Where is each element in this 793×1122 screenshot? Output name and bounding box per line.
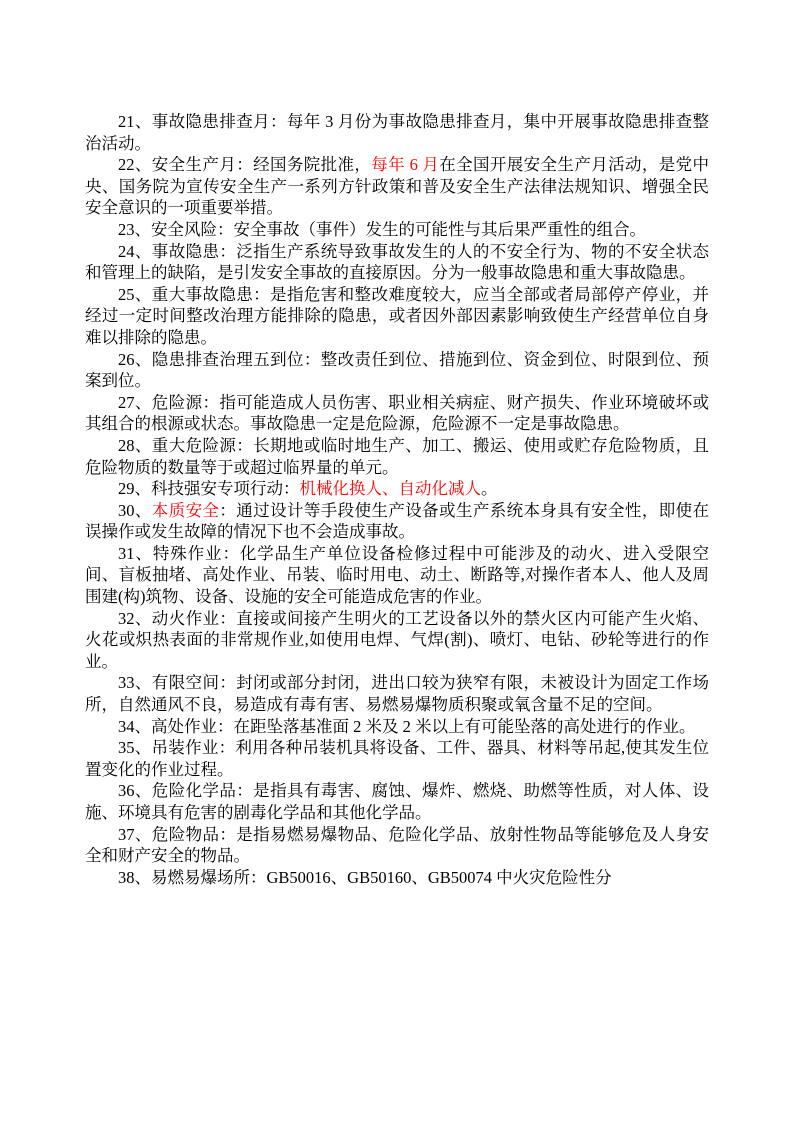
text-segment: 26、隐患排查治理五到位：整改责任到位、措施到位、资金到位、时限到位、预案到位。	[85, 349, 709, 391]
text-segment: 21、事故隐患排查月：每年 3 月份为事故隐患排查月，集中开展事故隐患排查整治活动。	[85, 112, 709, 153]
text-segment: 。	[481, 479, 498, 499]
glossary-paragraph	[85, 478, 709, 500]
glossary-paragraph	[85, 435, 709, 478]
highlighted-text: 本质安全	[151, 500, 220, 520]
text-segment: 35、吊装作业：利用各种吊装机具将设备、工件、器具、材料等吊起,使其发生位置变化的作业过程。	[85, 738, 709, 779]
text-segment: 33、有限空间：封闭或部分封闭，进出口较为狭窄有限，未被设计为固定工作场所，自然通风不良，易造成有毒有害、易燃易爆物质积聚或氧含量不足的空间。	[85, 673, 709, 715]
glossary-paragraph	[85, 672, 709, 715]
highlighted-text: 每年 6 月	[371, 155, 440, 175]
glossary-paragraph	[85, 349, 709, 392]
glossary-paragraph	[85, 241, 709, 284]
document-body	[85, 111, 709, 888]
glossary-paragraph	[85, 154, 709, 219]
text-segment: ：通过设计等手段使生产设备或生产系统本身具有安全性，即使在误操作或发生故障的情况下也不会造成事故。	[85, 500, 710, 542]
glossary-paragraph	[85, 500, 709, 543]
glossary-paragraph	[85, 608, 709, 673]
glossary-paragraph	[85, 219, 709, 241]
text-segment: 30、	[118, 500, 152, 520]
text-segment: 38、易燃易爆场所：GB50016、GB50160、GB50074 中火灾危险性分	[118, 867, 612, 887]
text-segment: 23、安全风险：安全事故（事件）发生的可能性与其后果严重性的组合。	[118, 219, 646, 239]
text-segment: 29、科技强安专项行动：	[118, 479, 300, 499]
text-segment: 31、特殊作业：化学品生产单位设备检修过程中可能涉及的动火、进入受限空间、盲板抽堵、高处作业、吊装、临时用电、动土、断路等,对操作者本人、他人及周围建(构)筑物、设备、设施的安全可能造成危害的作业。	[85, 543, 709, 607]
text-segment: 22、安全生产月：经国务院批准，	[118, 155, 372, 175]
text-segment: 28、重大危险源：长期地或临时地生产、加工、搬运、使用或贮存危险物质，且危险物质的数量等于或超过临界量的单元。	[85, 435, 709, 477]
glossary-paragraph	[85, 780, 709, 823]
text-segment: 27、危险源：指可能造成人员伤害、职业相关病症、财产损失、作业环境破坏或其组合的根源或状态。事故隐患一定是危险源，危险源不一定是事故隐患。	[85, 392, 709, 434]
text-segment: 32、动火作业：直接或间接产生明火的工艺设备以外的禁火区内可能产生火焰、火花或炽热表面的非常规作业,如使用电焊、气焊(割)、喷灯、电钻、砂轮等进行的作业。	[85, 608, 709, 671]
text-segment: 24、事故隐患：泛指生产系统导致事故发生的人的不安全行为、物的不安全状态和管理上的缺陷，是引发安全事故的直接原因。分为一般事故隐患和重大事故隐患。	[85, 241, 709, 283]
text-segment: 34、高处作业：在距坠落基准面 2 米及 2 米以上有可能坠落的高处进行的作业。	[118, 716, 696, 736]
glossary-paragraph	[85, 867, 709, 889]
glossary-paragraph	[85, 392, 709, 435]
glossary-paragraph	[85, 737, 709, 780]
text-segment: 37、危险物品：是指易燃易爆物品、危险化学品、放射性物品等能够危及人身安全和财产安全的物品。	[85, 824, 709, 866]
glossary-paragraph	[85, 284, 709, 349]
text-segment: 36、危险化学品：是指具有毒害、腐蚀、爆炸、燃烧、助燃等性质，对人体、设施、环境具有危害的剧毒化学品和其他化学品。	[85, 781, 709, 822]
glossary-paragraph	[85, 716, 709, 738]
highlighted-text: 机械化换人、自动化减人	[299, 479, 481, 499]
glossary-paragraph	[85, 824, 709, 867]
glossary-paragraph	[85, 543, 709, 608]
text-segment: 25、重大事故隐患：是指危害和整改难度较大，应当全部或者局部停产停业，并经过一定时间整改治理方能排除的隐患，或者因外部因素影响致使生产经营单位自身难以排除的隐患。	[85, 284, 709, 347]
glossary-paragraph	[85, 111, 709, 154]
text-segment: 在全国开展安全生产月活动，是党中央、国务院为宣传安全生产一系列方针政策和普及安全生产法律法规知识、增强全民安全意识的一项重要举措。	[85, 155, 710, 218]
